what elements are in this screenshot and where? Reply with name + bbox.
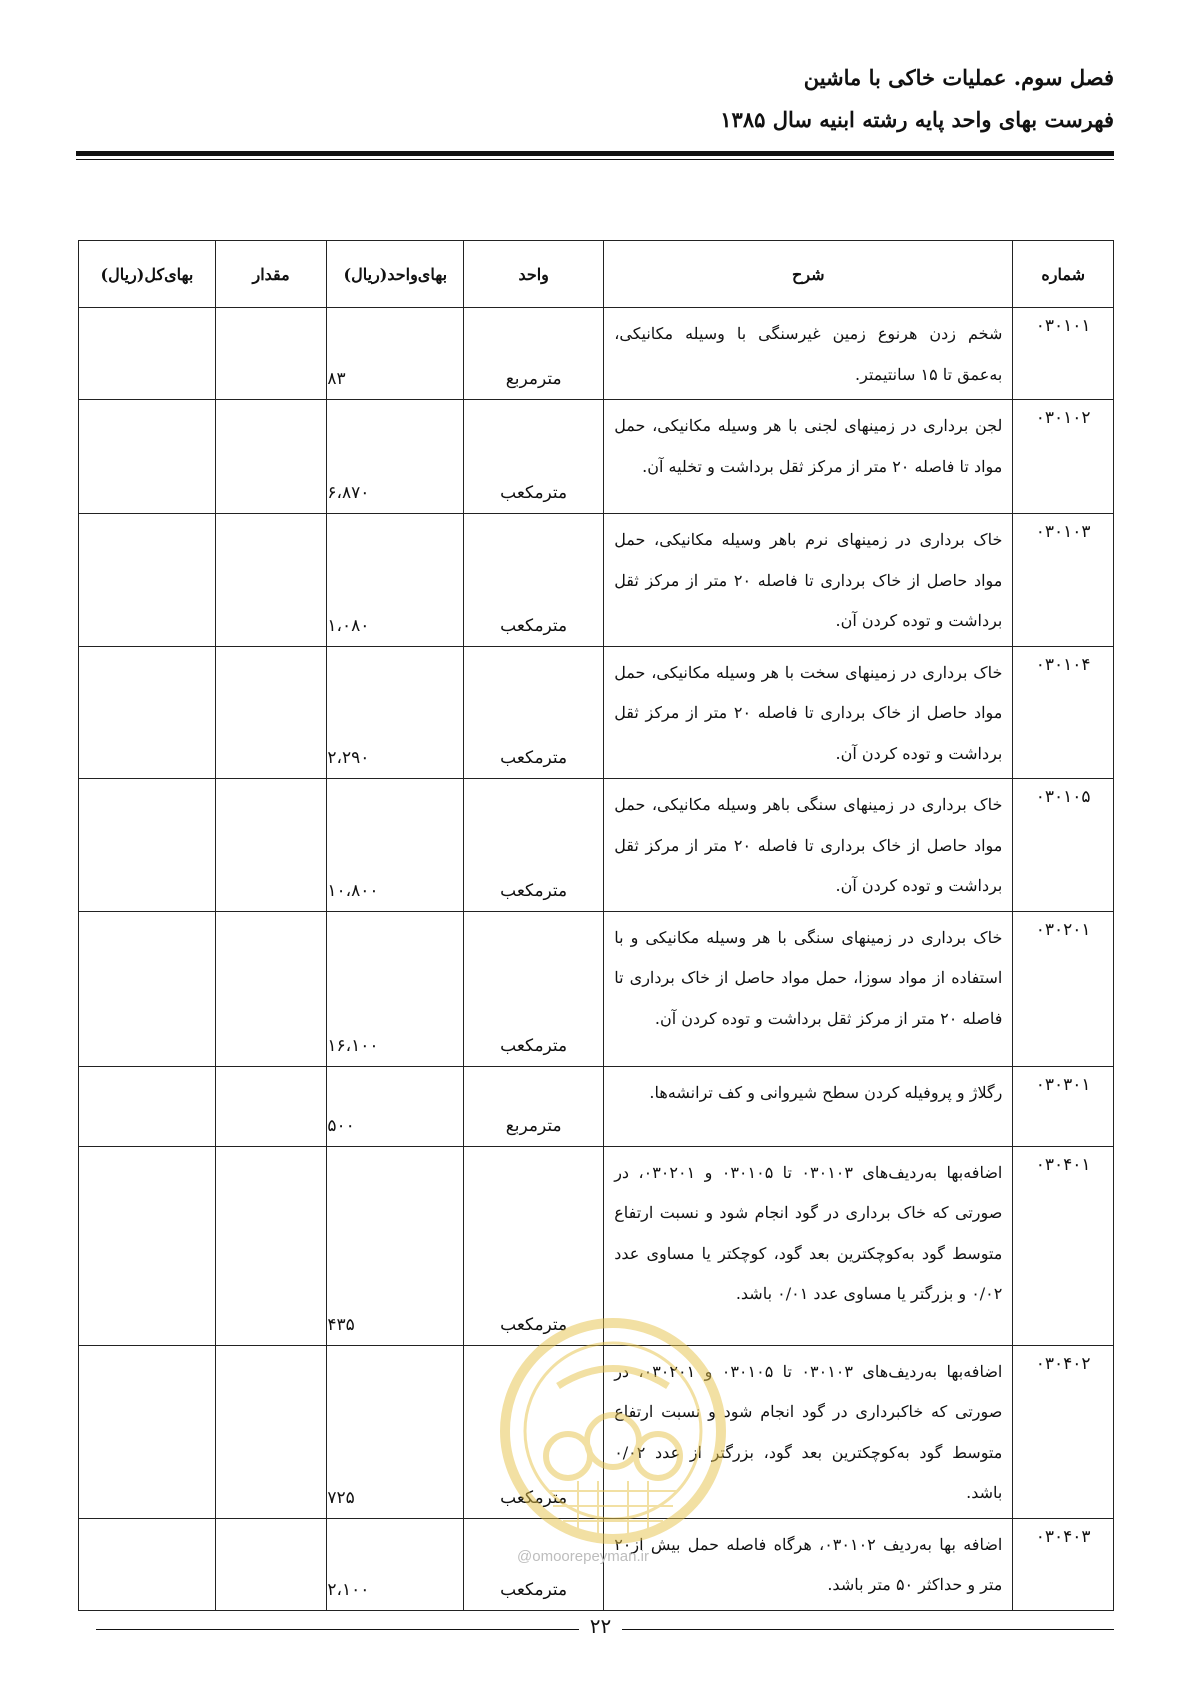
table-row bbox=[79, 911, 1114, 1066]
row-quantity bbox=[215, 646, 327, 779]
row-code: ۰۳۰۴۰۲ bbox=[1013, 1345, 1114, 1518]
footer-rule-right bbox=[622, 1629, 1114, 1630]
row-unit-price: ۱۶،۱۰۰ bbox=[327, 911, 464, 1066]
table-row bbox=[79, 308, 1114, 400]
row-unit: مترمربع bbox=[464, 1066, 604, 1146]
omoor-peyman-seal-icon bbox=[498, 1316, 728, 1546]
header-quantity: مقدار bbox=[215, 241, 327, 308]
table-row bbox=[79, 514, 1114, 647]
row-total-price bbox=[79, 779, 216, 912]
row-unit: مترمکعب bbox=[464, 1518, 604, 1610]
row-code: ۰۳۰۴۰۱ bbox=[1013, 1146, 1114, 1345]
row-total-price bbox=[79, 911, 216, 1066]
table-header-row bbox=[79, 241, 1114, 308]
row-unit-price: ۶،۸۷۰ bbox=[327, 400, 464, 514]
row-quantity bbox=[215, 1066, 327, 1146]
row-quantity bbox=[215, 911, 327, 1066]
row-quantity bbox=[215, 1518, 327, 1610]
row-quantity bbox=[215, 779, 327, 912]
row-unit-price: ۸۳ bbox=[327, 308, 464, 400]
row-unit: مترمکعب bbox=[464, 646, 604, 779]
row-code: ۰۳۰۱۰۵ bbox=[1013, 779, 1114, 912]
watermark-text: @omoorepeyman.ir bbox=[517, 1548, 649, 1565]
row-description: خاک برداری در زمینهای سنگی باهر وسیله مکانیکی، حمل مواد حاصل از خاک برداری تا فاصله ۲۰ متر از مرکز ثقل برداشت و توده کردن آن. bbox=[604, 779, 1013, 912]
row-unit: مترمکعب bbox=[464, 1345, 604, 1518]
row-total-price bbox=[79, 1518, 216, 1610]
row-code: ۰۳۰۱۰۲ bbox=[1013, 400, 1114, 514]
row-description: خاک برداری در زمینهای سنگی با هر وسیله مکانیکی و با استفاده از مواد سوزا، حمل مواد حاصل از خاک برداری تا فاصله ۲۰ متر از مرکز ثقل برداشت و توده کردن آن. bbox=[604, 911, 1013, 1066]
page-header bbox=[76, 58, 1114, 140]
row-unit-price: ۱۰،۸۰۰ bbox=[327, 779, 464, 912]
row-unit-price: ۱،۰۸۰ bbox=[327, 514, 464, 647]
row-quantity bbox=[215, 514, 327, 647]
table-row bbox=[79, 1066, 1114, 1146]
row-description: اضافه‌بها به‌ردیف‌های ۰۳۰۱۰۳ تا ۰۳۰۱۰۵ و ۰۳۰۲۰۱، در صورتی که خاک برداری در گود انجام شود و نسبت ارتفاع متوسط گود به‌کوچکترین بعد گود، کوچکتر یا مساوی عدد ۰/۰۲ و بزرگتر یا مساوی عدد ۰/۰۱ باشد. bbox=[604, 1146, 1013, 1345]
row-total-price bbox=[79, 400, 216, 514]
row-total-price bbox=[79, 308, 216, 400]
row-unit: مترمکعب bbox=[464, 514, 604, 647]
row-total-price bbox=[79, 1345, 216, 1518]
chapter-title: فصل سوم. عملیات خاکی با ماشین bbox=[803, 65, 1114, 90]
row-code: ۰۳۰۱۰۴ bbox=[1013, 646, 1114, 779]
row-code: ۰۳۰۲۰۱ bbox=[1013, 911, 1114, 1066]
row-unit: مترمکعب bbox=[464, 400, 604, 514]
header-rule-thick bbox=[76, 151, 1114, 156]
row-unit-price: ۲،۲۹۰ bbox=[327, 646, 464, 779]
row-total-price bbox=[79, 514, 216, 647]
row-code: ۰۳۰۱۰۱ bbox=[1013, 308, 1114, 400]
row-description: اضافه‌بها به‌ردیف‌های ۰۳۰۱۰۳ تا ۰۳۰۱۰۵ و ۰۳۰۲۰۱، در صورتی که خاکبرداری در گود انجام شود و نسبت ارتفاع متوسط گود به‌کوچکترین بعد گود، بزرگتر از عدد ۰/۰۲ باشد. bbox=[604, 1345, 1013, 1518]
row-total-price bbox=[79, 1146, 216, 1345]
table-row bbox=[79, 646, 1114, 779]
row-description: خاک برداری در زمینهای نرم باهر وسیله مکانیکی، حمل مواد حاصل از خاک برداری تا فاصله ۲۰ متر از مرکز ثقل برداشت و توده کردن آن. bbox=[604, 514, 1013, 647]
table-row bbox=[79, 779, 1114, 912]
header-unit-price: بهای‌واحد(ریال) bbox=[327, 241, 464, 308]
row-code: ۰۳۰۴۰۳ bbox=[1013, 1518, 1114, 1610]
row-description: لجن برداری در زمینهای لجنی با هر وسیله مکانیکی، حمل مواد تا فاصله ۲۰ متر از مرکز ثقل برداشت و تخلیه آن. bbox=[604, 400, 1013, 514]
row-unit-price: ۷۲۵ bbox=[327, 1345, 464, 1518]
price-list-title: فهرست بهای واحد پایه رشته ابنیه سال ۱۳۸۵ bbox=[720, 107, 1114, 132]
header-unit: واحد bbox=[464, 241, 604, 308]
row-total-price bbox=[79, 646, 216, 779]
row-unit: مترمربع bbox=[464, 308, 604, 400]
row-description: خاک برداری در زمینهای سخت با هر وسیله مکانیکی، حمل مواد حاصل از خاک برداری تا فاصله ۲۰ متر از مرکز ثقل برداشت و توده کردن آن. bbox=[604, 646, 1013, 779]
header-total-price: بهای‌کل(ریال) bbox=[79, 241, 216, 308]
header-code: شماره bbox=[1013, 241, 1114, 308]
row-description: رگلاژ و پروفیله کردن سطح شیروانی و کف ترانشه‌ها. bbox=[604, 1066, 1013, 1146]
row-unit-price: ۲،۱۰۰ bbox=[327, 1518, 464, 1610]
page-number: ۲۲ bbox=[589, 1614, 612, 1638]
row-unit-price: ۵۰۰ bbox=[327, 1066, 464, 1146]
row-description: اضافه بها به‌ردیف ۰۳۰۱۰۲، هرگاه فاصله حمل بیش از۲۰ متر و حداکثر ۵۰ متر باشد. bbox=[604, 1518, 1013, 1610]
row-quantity bbox=[215, 1345, 327, 1518]
row-total-price bbox=[79, 1066, 216, 1146]
row-unit-price: ۴۳۵ bbox=[327, 1146, 464, 1345]
row-unit: مترمکعب bbox=[464, 911, 604, 1066]
header-description: شرح bbox=[604, 241, 1013, 308]
row-unit: مترمکعب bbox=[464, 779, 604, 912]
row-unit: مترمکعب bbox=[464, 1146, 604, 1345]
footer-rule-left bbox=[96, 1629, 579, 1630]
row-code: ۰۳۰۳۰۱ bbox=[1013, 1066, 1114, 1146]
header-rule-thin bbox=[76, 159, 1114, 160]
row-description: شخم زدن هرنوع زمین غیرسنگی با وسیله مکانیکی، به‌عمق تا ۱۵ سانتیمتر. bbox=[604, 308, 1013, 400]
row-code: ۰۳۰۱۰۳ bbox=[1013, 514, 1114, 647]
row-quantity bbox=[215, 1146, 327, 1345]
row-quantity bbox=[215, 308, 327, 400]
row-quantity bbox=[215, 400, 327, 514]
table-row bbox=[79, 400, 1114, 514]
